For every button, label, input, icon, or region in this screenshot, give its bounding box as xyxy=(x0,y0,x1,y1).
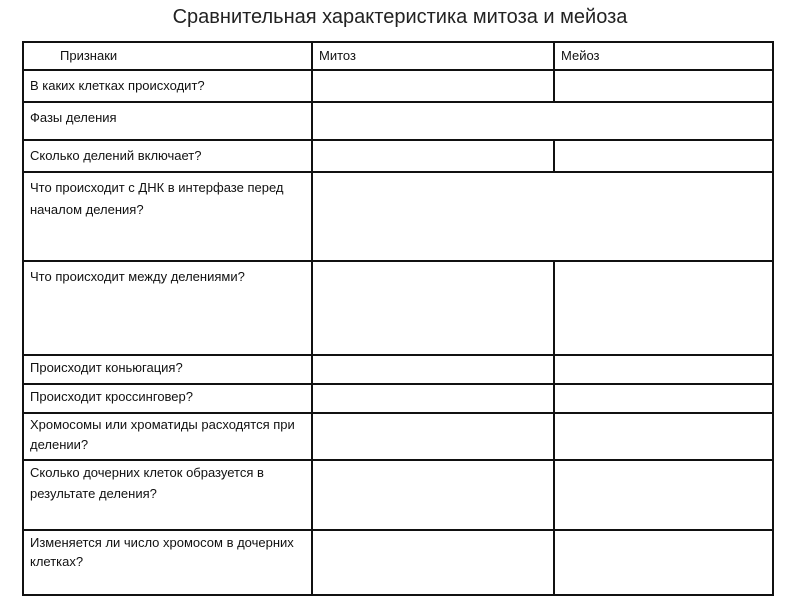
meiosis-cell[interactable] xyxy=(554,413,773,460)
mitosis-cell[interactable] xyxy=(312,413,554,460)
merged-cell[interactable] xyxy=(312,172,773,261)
mitosis-cell[interactable] xyxy=(312,70,554,102)
table-row xyxy=(23,530,773,595)
table-row xyxy=(23,384,773,413)
row-label: Сколько дочерних клеток образуется в результате деления? xyxy=(23,460,312,530)
mitosis-cell[interactable] xyxy=(312,355,554,384)
table-row xyxy=(23,413,773,460)
meiosis-cell[interactable] xyxy=(554,355,773,384)
mitosis-cell[interactable] xyxy=(312,384,554,413)
mitosis-cell[interactable] xyxy=(312,261,554,355)
meiosis-cell[interactable] xyxy=(554,384,773,413)
table-row xyxy=(23,172,773,261)
row-label: Фазы деления xyxy=(23,102,312,140)
header-mitosis: Митоз xyxy=(312,42,554,70)
mitosis-cell[interactable] xyxy=(312,530,554,595)
mitosis-cell[interactable] xyxy=(312,460,554,530)
row-label: Что происходит с ДНК в интерфазе перед началом деления? xyxy=(23,172,312,261)
row-label: Что происходит между делениями? xyxy=(23,261,312,355)
table-row xyxy=(23,102,773,140)
row-label: В каких клетках происходит? xyxy=(23,70,312,102)
row-label: Сколько делений включает? xyxy=(23,140,312,172)
row-label: Происходит кроссинговер? xyxy=(23,384,312,413)
comparison-table xyxy=(22,41,774,596)
table-row xyxy=(23,355,773,384)
table-row xyxy=(23,70,773,102)
meiosis-cell[interactable] xyxy=(554,530,773,595)
row-label: Изменяется ли число хромосом в дочерних клетках? xyxy=(23,530,312,595)
page-title: Сравнительная характеристика митоза и мейоза xyxy=(172,6,628,28)
merged-cell[interactable] xyxy=(312,102,773,140)
header-features: Признаки xyxy=(23,42,312,70)
table-row xyxy=(23,261,773,355)
header-meiosis: Мейоз xyxy=(554,42,773,70)
meiosis-cell[interactable] xyxy=(554,460,773,530)
table-row xyxy=(23,460,773,530)
meiosis-cell[interactable] xyxy=(554,261,773,355)
meiosis-cell[interactable] xyxy=(554,70,773,102)
row-label: Хромосомы или хроматиды расходятся при делении? xyxy=(23,413,312,460)
table-header-row xyxy=(23,42,773,70)
mitosis-cell[interactable] xyxy=(312,140,554,172)
meiosis-cell[interactable] xyxy=(554,140,773,172)
row-label: Происходит коньюгация? xyxy=(23,355,312,384)
table-row xyxy=(23,140,773,172)
